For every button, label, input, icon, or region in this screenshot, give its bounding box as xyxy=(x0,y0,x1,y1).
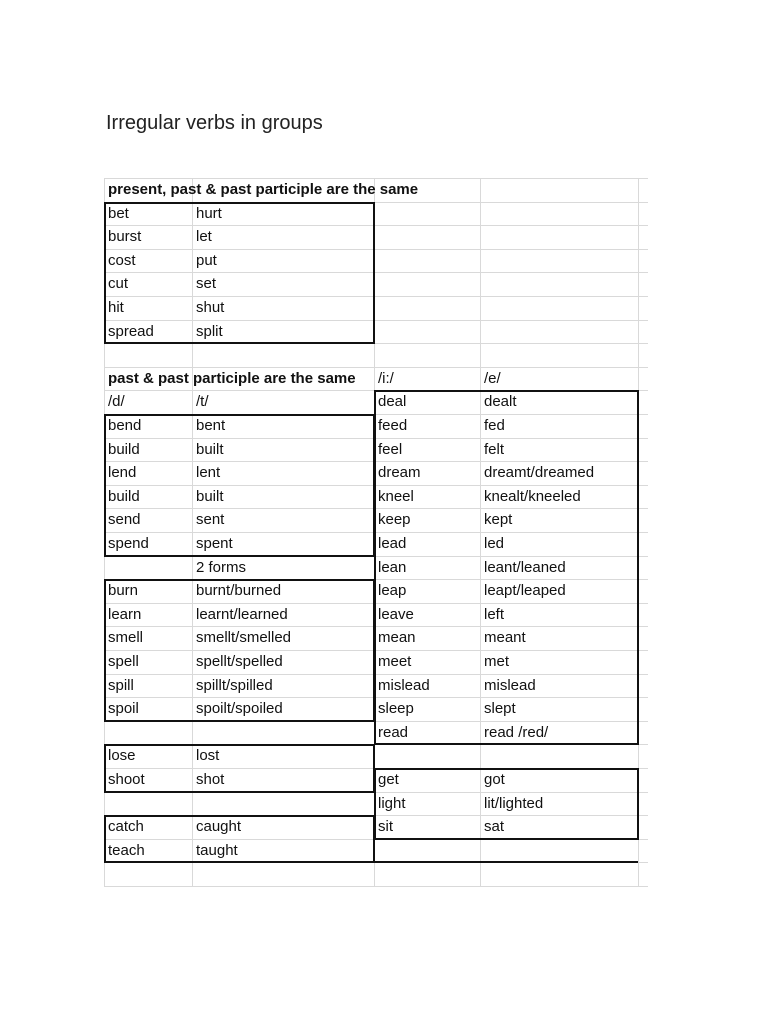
verb-past: leant/leaned xyxy=(484,558,566,576)
verb-base: spill xyxy=(108,676,134,694)
verb-past: met xyxy=(484,653,510,670)
verb-base: lend xyxy=(108,464,137,482)
verb-base: leave xyxy=(378,605,414,623)
verb-base: send xyxy=(108,511,141,529)
verb-past: meant xyxy=(484,629,526,647)
verb-present: spread xyxy=(108,322,154,340)
gridline xyxy=(104,886,648,887)
verb-base: build xyxy=(108,487,140,505)
verb-past: mislead xyxy=(484,676,536,694)
verb-present: shut xyxy=(196,299,225,316)
group-box xyxy=(104,744,375,792)
gridline xyxy=(104,367,648,368)
verb-past: shot xyxy=(196,771,225,788)
verb-present: put xyxy=(196,251,217,269)
column-header: /t/ xyxy=(196,393,209,411)
verb-past: slept xyxy=(484,700,516,718)
verb-base: catch xyxy=(108,818,144,836)
group-divider xyxy=(374,861,638,863)
verb-past: sent xyxy=(196,511,225,529)
verb-past: burnt/burned xyxy=(196,582,282,600)
note-label: 2 forms xyxy=(196,558,247,576)
section-header: present, past & past participle are the same xyxy=(108,181,419,198)
verb-base: dream xyxy=(378,464,421,482)
verb-present: hurt xyxy=(196,204,222,222)
verb-base: learn xyxy=(108,605,142,623)
verb-base: shoot xyxy=(108,771,145,788)
verb-base: meet xyxy=(378,653,412,670)
verb-present: bet xyxy=(108,204,129,222)
verb-past: got xyxy=(484,771,505,788)
verb-base: read xyxy=(378,723,409,741)
verb-past: kept xyxy=(484,511,513,529)
verb-past: dealt xyxy=(484,393,517,411)
verb-base: build xyxy=(108,440,140,458)
verb-past: bent xyxy=(196,417,226,434)
verb-base: sleep xyxy=(378,700,414,718)
gridline xyxy=(104,178,648,179)
verb-past: felt xyxy=(484,440,505,458)
verb-past: sat xyxy=(484,818,505,836)
verb-present: let xyxy=(196,228,212,246)
verb-base: spend xyxy=(108,535,149,552)
verb-past: lent xyxy=(196,464,221,482)
verb-base: leap xyxy=(378,582,407,600)
verb-base: keep xyxy=(378,511,411,529)
section-header: past & past participle are the same xyxy=(108,369,356,387)
verb-past: caught xyxy=(196,818,242,836)
verb-base: mean xyxy=(378,629,416,647)
verb-past: knealt/kneeled xyxy=(484,487,581,505)
verb-present: split xyxy=(196,322,223,340)
verb-present: hit xyxy=(108,299,124,316)
verb-past: dreamt/dreamed xyxy=(484,464,595,482)
verb-past: spellt/spelled xyxy=(196,653,283,670)
verb-past: left xyxy=(484,605,505,623)
verb-base: lead xyxy=(378,535,407,552)
verb-base: feel xyxy=(378,440,403,458)
verb-base: get xyxy=(378,771,399,788)
verb-base: bend xyxy=(108,417,142,434)
verb-past: built xyxy=(196,487,224,505)
verb-past: taught xyxy=(196,841,238,859)
verb-base: light xyxy=(378,794,406,812)
verb-base: lean xyxy=(378,558,407,576)
verb-base: teach xyxy=(108,841,145,859)
verb-base: burn xyxy=(108,582,139,600)
verb-base: feed xyxy=(378,417,408,434)
group-box xyxy=(374,390,639,745)
verb-past: leapt/leaped xyxy=(484,582,566,600)
column-header: /d/ xyxy=(108,393,125,411)
group-box xyxy=(374,768,639,840)
verb-base: deal xyxy=(378,393,407,411)
verb-base: kneel xyxy=(378,487,414,505)
group-box xyxy=(104,579,375,722)
verb-base: mislead xyxy=(378,676,430,694)
verb-present: cost xyxy=(108,251,136,269)
verb-past: spoilt/spoiled xyxy=(196,700,283,718)
verb-past: learnt/learned xyxy=(196,605,288,623)
verb-past: lost xyxy=(196,747,220,765)
verb-base: sit xyxy=(378,818,393,836)
verb-base: smell xyxy=(108,629,144,647)
group-box xyxy=(104,815,375,863)
verb-present: set xyxy=(196,275,217,293)
verb-past: built xyxy=(196,440,224,458)
page-title: Irregular verbs in groups xyxy=(106,112,323,134)
column-header: /i:/ xyxy=(378,369,394,387)
verb-past: spent xyxy=(196,535,233,552)
verb-base: spoil xyxy=(108,700,139,718)
verb-past: spillt/spilled xyxy=(196,676,273,694)
verb-base: lose xyxy=(108,747,136,765)
verb-present: cut xyxy=(108,275,129,293)
group-box xyxy=(104,202,375,345)
verb-base: spell xyxy=(108,653,139,670)
group-box xyxy=(104,414,375,557)
verb-past: lit/lighted xyxy=(484,794,544,812)
verb-past: read /red/ xyxy=(484,723,549,741)
column-header: /e/ xyxy=(484,369,501,387)
verb-past: fed xyxy=(484,417,505,434)
verb-past: led xyxy=(484,535,505,552)
verb-present: burst xyxy=(108,228,142,246)
verb-past: smellt/smelled xyxy=(196,629,292,647)
